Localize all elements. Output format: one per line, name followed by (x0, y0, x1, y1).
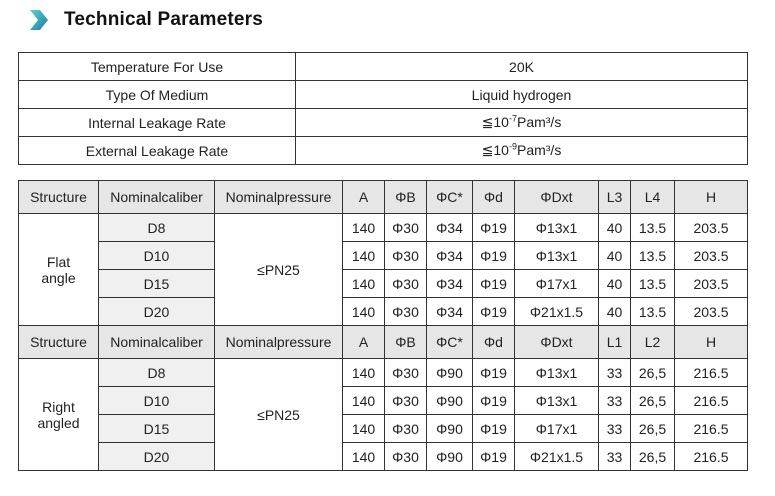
chevron-right-icon (28, 8, 48, 32)
cell-l2: 26,5 (631, 359, 675, 387)
cell-d: Φ19 (473, 214, 515, 242)
cell-h: 203.5 (675, 270, 748, 298)
param-label: Internal Leakage Rate (19, 109, 296, 137)
cell-l2: 13.5 (631, 214, 675, 242)
cell-dxt: Φ21x1.5 (515, 443, 599, 471)
cell-c: Φ34 (427, 298, 473, 326)
table-row (19, 53, 748, 81)
cell-l2: 26,5 (631, 443, 675, 471)
table-row (19, 443, 748, 471)
value-prefix: ≦10 (481, 114, 509, 130)
cell-a: 140 (343, 214, 385, 242)
cell-h: 216.5 (675, 387, 748, 415)
structure-label-line1: Flat (46, 253, 71, 270)
table-row (19, 109, 748, 137)
cell-a: 140 (343, 298, 385, 326)
cell-a: 140 (343, 242, 385, 270)
column-header: A (343, 326, 385, 359)
cell-c: Φ34 (427, 270, 473, 298)
column-header: L1 (599, 326, 631, 359)
cell-h: 216.5 (675, 415, 748, 443)
cell-d: Φ19 (473, 298, 515, 326)
cell-a: 140 (343, 443, 385, 471)
column-header: Nominalpressure (215, 326, 343, 359)
column-header: L3 (599, 181, 631, 214)
cell-l1: 40 (599, 214, 631, 242)
column-header: ΦB (385, 181, 427, 214)
table-row (19, 137, 748, 165)
table-row (19, 242, 748, 270)
cell-dxt: Φ13x1 (515, 214, 599, 242)
table-row (19, 387, 748, 415)
param-value (296, 137, 748, 165)
cell-b: Φ30 (385, 214, 427, 242)
cell-dxt: Φ13x1 (515, 242, 599, 270)
param-value: 20K (296, 53, 748, 81)
table-row (19, 81, 748, 109)
value-unit: Pam³/s (516, 142, 562, 158)
param-label: Temperature For Use (19, 53, 296, 81)
cell-l1: 33 (599, 359, 631, 387)
cell-b: Φ30 (385, 270, 427, 298)
cell-d: Φ19 (473, 270, 515, 298)
column-header: ΦC* (427, 181, 473, 214)
cell-b: Φ30 (385, 387, 427, 415)
cell-b: Φ30 (385, 359, 427, 387)
value-unit: Pam³/s (516, 114, 562, 130)
cell-c: Φ90 (427, 443, 473, 471)
cell-dxt: Φ17x1 (515, 415, 599, 443)
param-label: External Leakage Rate (19, 137, 296, 165)
cell-l1: 40 (599, 270, 631, 298)
pressure-cell: ≤PN25 (215, 214, 343, 326)
page-title: Technical Parameters (64, 9, 264, 30)
table-row (19, 415, 748, 443)
caliber-cell: D10 (99, 387, 215, 415)
cell-c: Φ90 (427, 387, 473, 415)
caliber-cell: D20 (99, 298, 215, 326)
cell-c: Φ34 (427, 214, 473, 242)
column-header: ΦB (385, 326, 427, 359)
param-value: Liquid hydrogen (296, 81, 748, 109)
cell-b: Φ30 (385, 443, 427, 471)
cell-l1: 33 (599, 387, 631, 415)
column-header: Nominalcaliber (99, 326, 215, 359)
cell-l1: 33 (599, 443, 631, 471)
table-row (19, 298, 748, 326)
column-header: Nominalcaliber (99, 181, 215, 214)
specifications-table (18, 180, 748, 471)
cell-d: Φ19 (473, 387, 515, 415)
param-label: Type Of Medium (19, 81, 296, 109)
cell-a: 140 (343, 359, 385, 387)
value-exponent: -7 (508, 113, 517, 124)
column-header: A (343, 181, 385, 214)
caliber-cell: D15 (99, 270, 215, 298)
cell-a: 140 (343, 387, 385, 415)
cell-h: 203.5 (675, 214, 748, 242)
cell-l1: 33 (599, 415, 631, 443)
column-header: Structure (19, 326, 99, 359)
cell-d: Φ19 (473, 415, 515, 443)
cell-dxt: Φ17x1 (515, 270, 599, 298)
cell-dxt: Φ13x1 (515, 387, 599, 415)
cell-a: 140 (343, 415, 385, 443)
cell-l2: 13.5 (631, 298, 675, 326)
column-header: Nominalpressure (215, 181, 343, 214)
column-header: Structure (19, 181, 99, 214)
column-header: Φd (473, 181, 515, 214)
cell-l2: 26,5 (631, 387, 675, 415)
pressure-cell: ≤PN25 (215, 359, 343, 471)
cell-c: Φ34 (427, 242, 473, 270)
cell-l2: 13.5 (631, 270, 675, 298)
header-row (19, 326, 748, 359)
column-header: ΦDxt (515, 326, 599, 359)
cell-b: Φ30 (385, 242, 427, 270)
cell-h: 203.5 (675, 242, 748, 270)
column-header: H (675, 326, 748, 359)
structure-cell (19, 214, 99, 326)
structure-label-line1: Right (42, 398, 75, 415)
cell-dxt: Φ13x1 (515, 359, 599, 387)
caliber-cell: D8 (99, 359, 215, 387)
column-header: Φd (473, 326, 515, 359)
cell-l2: 26,5 (631, 415, 675, 443)
value-prefix: ≦10 (481, 142, 509, 158)
cell-h: 216.5 (675, 359, 748, 387)
column-header: L4 (631, 181, 675, 214)
cell-h: 216.5 (675, 443, 748, 471)
structure-label-line2: angled (37, 414, 80, 431)
cell-h: 203.5 (675, 298, 748, 326)
cell-l1: 40 (599, 242, 631, 270)
param-value (296, 109, 748, 137)
section-header (28, 6, 263, 34)
column-header: L2 (631, 326, 675, 359)
cell-a: 140 (343, 270, 385, 298)
cell-dxt: Φ21x1.5 (515, 298, 599, 326)
cell-l2: 13.5 (631, 242, 675, 270)
header-row (19, 181, 748, 214)
cell-d: Φ19 (473, 242, 515, 270)
cell-d: Φ19 (473, 359, 515, 387)
structure-cell (19, 359, 99, 471)
caliber-cell: D15 (99, 415, 215, 443)
caliber-cell: D20 (99, 443, 215, 471)
structure-label-line2: angle (41, 269, 76, 286)
cell-b: Φ30 (385, 415, 427, 443)
cell-c: Φ90 (427, 415, 473, 443)
column-header: ΦDxt (515, 181, 599, 214)
caliber-cell: D8 (99, 214, 215, 242)
cell-d: Φ19 (473, 443, 515, 471)
table-row (19, 270, 748, 298)
value-exponent: -9 (508, 141, 517, 152)
table-row (19, 359, 748, 387)
caliber-cell: D10 (99, 242, 215, 270)
cell-b: Φ30 (385, 298, 427, 326)
table-row (19, 214, 748, 242)
column-header: H (675, 181, 748, 214)
column-header: ΦC* (427, 326, 473, 359)
cell-l1: 40 (599, 298, 631, 326)
cell-c: Φ90 (427, 359, 473, 387)
parameters-table (18, 52, 748, 165)
